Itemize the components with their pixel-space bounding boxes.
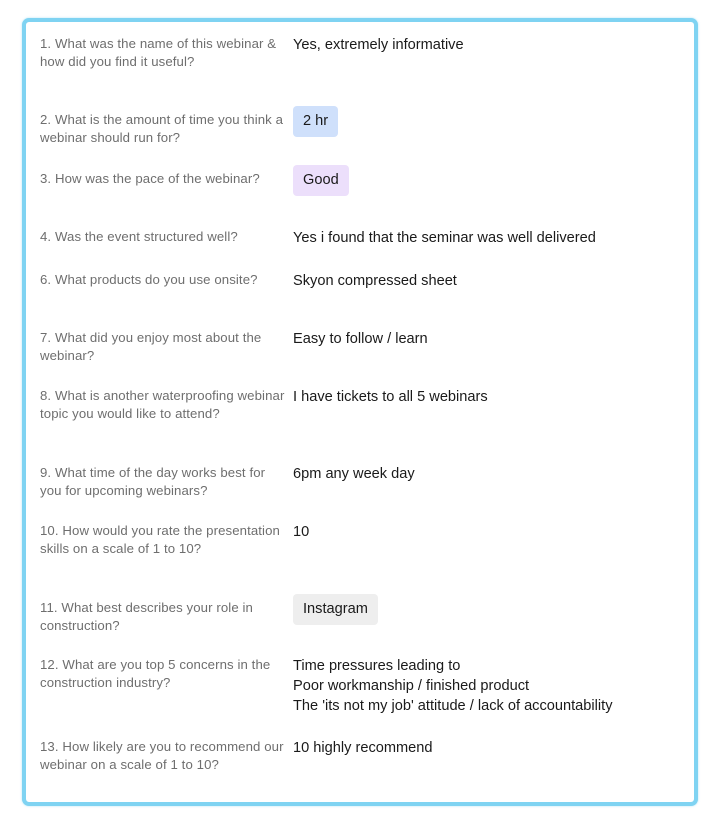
question-text: 4. Was the event structured well?	[40, 229, 238, 244]
question-text: 11. What best describes your role in construction?	[40, 600, 253, 633]
question-text: 12. What are you top 5 concerns in the construction industry?	[40, 657, 271, 690]
question-text: 2. What is the amount of time you think a webinar should run for?	[40, 112, 284, 145]
question-text: 13. How likely are you to recommend our webinar on a scale of 1 to 10?	[40, 739, 284, 772]
answer-tag: 2 hr	[293, 106, 338, 137]
question-text: 10. How would you rate the presentation skills on a scale of 1 to 10?	[40, 523, 280, 556]
answer-list	[293, 656, 693, 716]
answer-text: Skyon compressed sheet	[293, 273, 457, 289]
answer-line: Time pressures leading to	[293, 658, 461, 674]
answer-text: Yes, extremely informative	[293, 37, 464, 53]
answer-text: 10	[293, 524, 310, 540]
answer-text: 6pm any week day	[293, 466, 415, 482]
answer-line: Poor workmanship / finished product	[293, 678, 530, 694]
question-text: 7. What did you enjoy most about the webinar?	[40, 330, 262, 363]
answer-tag: Instagram	[293, 594, 378, 625]
question-text: 8. What is another waterproofing webinar topic you would like to attend?	[40, 388, 285, 421]
question-text: 1. What was the name of this webinar & how did you find it useful?	[40, 36, 277, 69]
question-text: 9. What time of the day works best for you for upcoming webinars?	[40, 465, 266, 498]
question-text: 3. How was the pace of the webinar?	[40, 171, 260, 186]
answer-tag: Good	[293, 165, 349, 196]
answer-text: I have tickets to all 5 webinars	[293, 389, 488, 405]
question-text: 6. What products do you use onsite?	[40, 272, 258, 287]
answer-line: The 'its not my job' attitude / lack of accountability	[293, 698, 613, 714]
answer-text: Yes i found that the seminar was well delivered	[293, 230, 596, 246]
answer-text: Easy to follow / learn	[293, 331, 428, 347]
answer-text: 10 highly recommend	[293, 740, 433, 756]
survey-response-card	[22, 18, 698, 806]
